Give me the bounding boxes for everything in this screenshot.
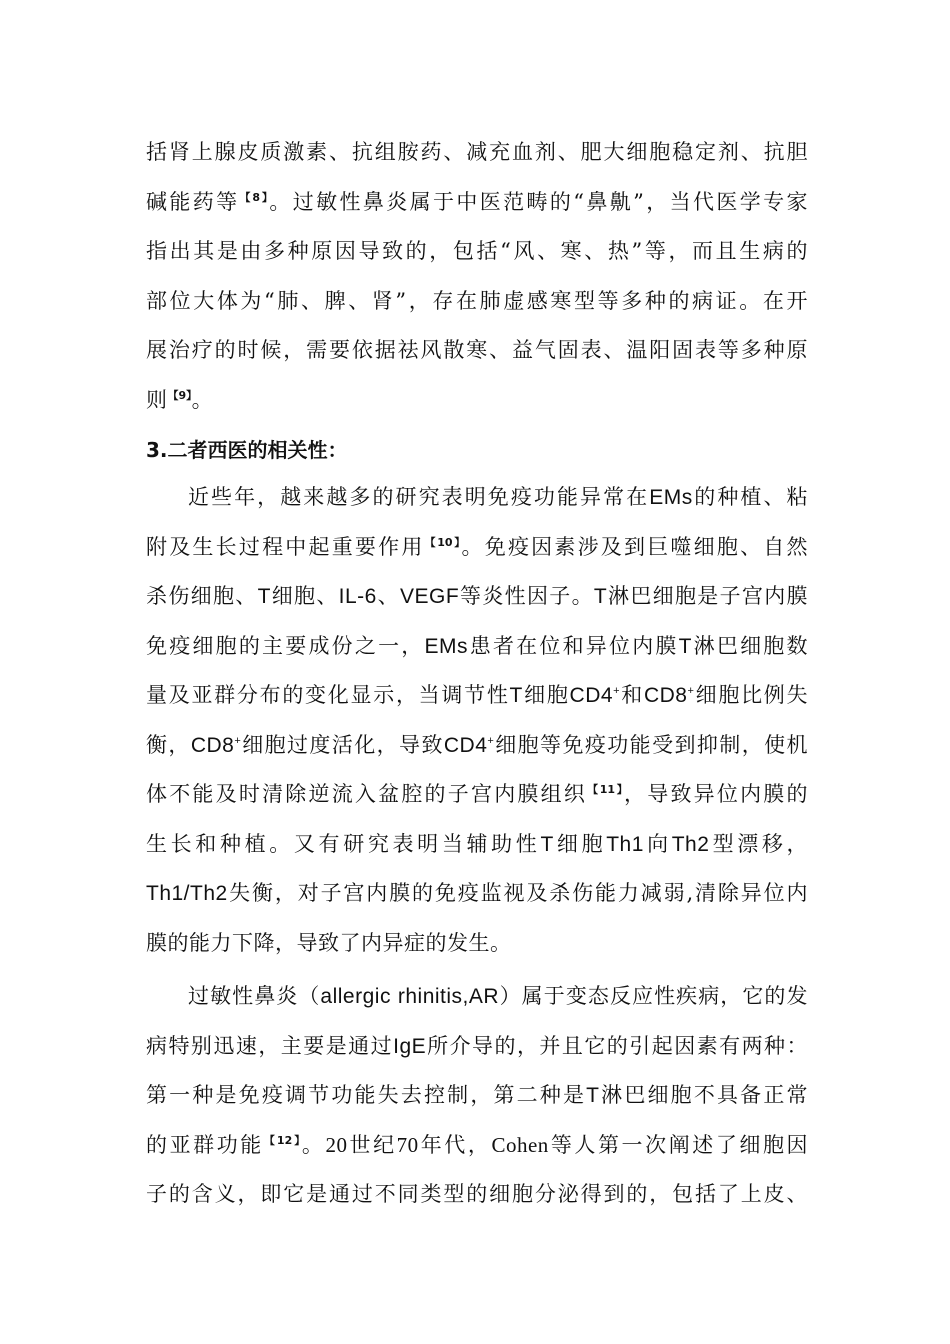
text-line xyxy=(146,473,808,523)
text-segment: IgE xyxy=(393,1034,427,1058)
text-segment: 过敏性鼻炎（ xyxy=(188,984,321,1008)
text-segment: allergic rhinitis,AR xyxy=(320,985,500,1008)
text-segment: 碱能药等 xyxy=(146,189,240,214)
text-segment: T xyxy=(257,585,271,608)
text-segment: 体不能及时清除逆流入盆腔的子宫内膜组织 xyxy=(146,782,588,806)
text-segment: 量及亚群分布的变化显示，当调节性 xyxy=(146,683,510,707)
text-segment: 展治疗的时候，需要依据祛风散寒、益气固表、温阳固表等多种原 xyxy=(146,338,808,362)
text-line xyxy=(146,1170,808,1220)
text-segment: 指出其是由多种原因导致的，包括“风、寒、热”等，而且生病的 xyxy=(146,239,808,263)
text-segment: T xyxy=(593,585,608,608)
superscript-plus: + xyxy=(613,685,620,697)
text-segment: VEGF xyxy=(400,585,460,608)
text-segment: IL-6 xyxy=(338,585,377,608)
citation-ref: 【8】 xyxy=(239,190,270,204)
paragraph-allergic-rhinitis xyxy=(146,972,808,1220)
text-segment: CD8 xyxy=(190,733,235,757)
text-line xyxy=(146,376,808,426)
text-line xyxy=(146,178,808,228)
superscript-plus: + xyxy=(234,734,242,747)
text-line xyxy=(146,820,808,870)
text-line xyxy=(146,1071,808,1121)
text-line xyxy=(146,972,808,1022)
text-segment: 细胞 xyxy=(553,831,607,856)
text-segment: T xyxy=(678,634,692,658)
text-segment: 则 xyxy=(146,387,168,412)
text-line xyxy=(146,128,808,178)
text-segment: 附及生长过程中起重要作用 xyxy=(146,534,425,559)
paragraph-western-medicine xyxy=(146,473,808,968)
text-line xyxy=(146,770,808,820)
text-segment: 细胞过度活化，导致 xyxy=(241,732,444,757)
citation-ref: 【9】 xyxy=(167,388,192,402)
text-line xyxy=(146,1022,808,1072)
superscript-plus: + xyxy=(687,685,695,697)
text-segment: ，导致异位内膜的 xyxy=(624,782,808,806)
text-segment: CD4 xyxy=(443,733,488,757)
paragraph-treatment xyxy=(146,128,808,425)
text-segment: 。 xyxy=(191,387,214,412)
text-segment: 细胞 xyxy=(522,683,570,707)
text-segment: 第一种是免疫调节功能失去控制，第二种是 xyxy=(146,1083,587,1107)
text-segment: 70 xyxy=(396,1132,419,1157)
text-line xyxy=(146,572,808,622)
text-segment: 等炎性因子。 xyxy=(459,584,594,608)
text-line xyxy=(146,326,808,376)
text-segment: 膜的能力下降，导致了内异症的发生。 xyxy=(146,930,512,955)
text-line xyxy=(146,227,808,277)
text-segment: 病特别迅速，主要是通过 xyxy=(146,1033,394,1058)
text-segment: Th1/Th2 xyxy=(146,882,228,905)
text-line xyxy=(146,671,808,721)
text-segment: 细胞比例失 xyxy=(694,683,808,707)
text-segment: CD8 xyxy=(643,684,688,707)
text-segment: 型漂移， xyxy=(709,831,808,856)
text-segment: 淋巴细胞不具备正常 xyxy=(599,1083,808,1107)
text-segment: 细胞、 xyxy=(270,584,339,608)
text-segment: 免疫细胞的主要成份之一， xyxy=(146,633,425,658)
section-heading: 3.二者西医的相关性： xyxy=(146,438,348,462)
text-line xyxy=(146,1121,808,1171)
text-segment: 淋巴细胞数 xyxy=(691,633,808,658)
text-segment: 年代， xyxy=(418,1132,492,1157)
text-segment: 衡， xyxy=(146,732,191,757)
text-segment: 所介导的，并且它的引起因素有两种： xyxy=(426,1033,808,1058)
text-segment: ）属于变态反应性疾病，它的发 xyxy=(499,984,808,1008)
text-segment: 部位大体为“肺、脾、肾”，存在肺虚感寒型等多种的病证。在开 xyxy=(146,288,808,313)
text-segment: 向 xyxy=(643,831,672,856)
text-segment: 20 xyxy=(325,1132,348,1157)
text-segment: 细胞等免疫功能受到抑制，使机 xyxy=(494,732,808,757)
text-segment: T xyxy=(586,1084,600,1107)
text-segment: Cohen xyxy=(491,1132,549,1157)
text-segment: EMs xyxy=(649,486,693,509)
superscript-plus: + xyxy=(487,734,495,747)
text-segment: 、 xyxy=(376,584,400,608)
text-segment: 患者在位和异位内膜 xyxy=(468,633,679,658)
text-segment: 淋巴细胞是子宫内膜 xyxy=(607,584,808,608)
text-segment: 的亚群功能 xyxy=(146,1132,264,1157)
text-segment: 的种植、粘 xyxy=(692,485,808,509)
text-segment: CD4 xyxy=(569,684,614,707)
text-segment: 近些年，越来越多的研究表明免疫功能异常在 xyxy=(188,485,650,509)
text-segment: 杀伤细胞、 xyxy=(146,584,258,608)
citation-ref: 【12】 xyxy=(263,1133,302,1147)
text-segment: 子的含义，即它是通过不同类型的细胞分泌得到的，包括了上皮、 xyxy=(146,1182,808,1206)
text-line xyxy=(146,622,808,672)
text-line xyxy=(146,523,808,573)
text-segment: 生长和种植。又有研究表明当辅助性 xyxy=(146,831,541,856)
text-segment: 和 xyxy=(620,683,644,707)
text-segment: T xyxy=(509,684,523,707)
citation-ref: 【10】 xyxy=(424,535,462,549)
text-line xyxy=(146,869,808,919)
text-segment: Th2 xyxy=(671,832,710,856)
text-line xyxy=(146,721,808,771)
text-segment: 等人第一次阐述了细胞因 xyxy=(548,1132,808,1157)
text-segment: 。过敏性鼻炎属于中医范畴的“鼻鼽”，当代医学专家 xyxy=(269,189,808,214)
text-segment: 失衡，对子宫内膜的免疫监视及杀伤能力减弱,清除异位内 xyxy=(227,881,808,905)
text-segment: 括肾上腺皮质激素、抗组胺药、减充血剂、肥大细胞稳定剂、抗胆 xyxy=(146,140,808,164)
text-line xyxy=(146,919,808,969)
text-segment: 世纪 xyxy=(347,1132,397,1157)
text-segment: T xyxy=(540,832,554,856)
text-segment: 。免疫因素涉及到巨噬细胞、自然 xyxy=(461,534,808,559)
citation-ref: 【11】 xyxy=(587,783,625,796)
text-segment: EMs xyxy=(424,634,469,658)
text-segment: Th1 xyxy=(606,832,644,856)
text-segment: 。 xyxy=(301,1132,326,1157)
text-line xyxy=(146,277,808,327)
